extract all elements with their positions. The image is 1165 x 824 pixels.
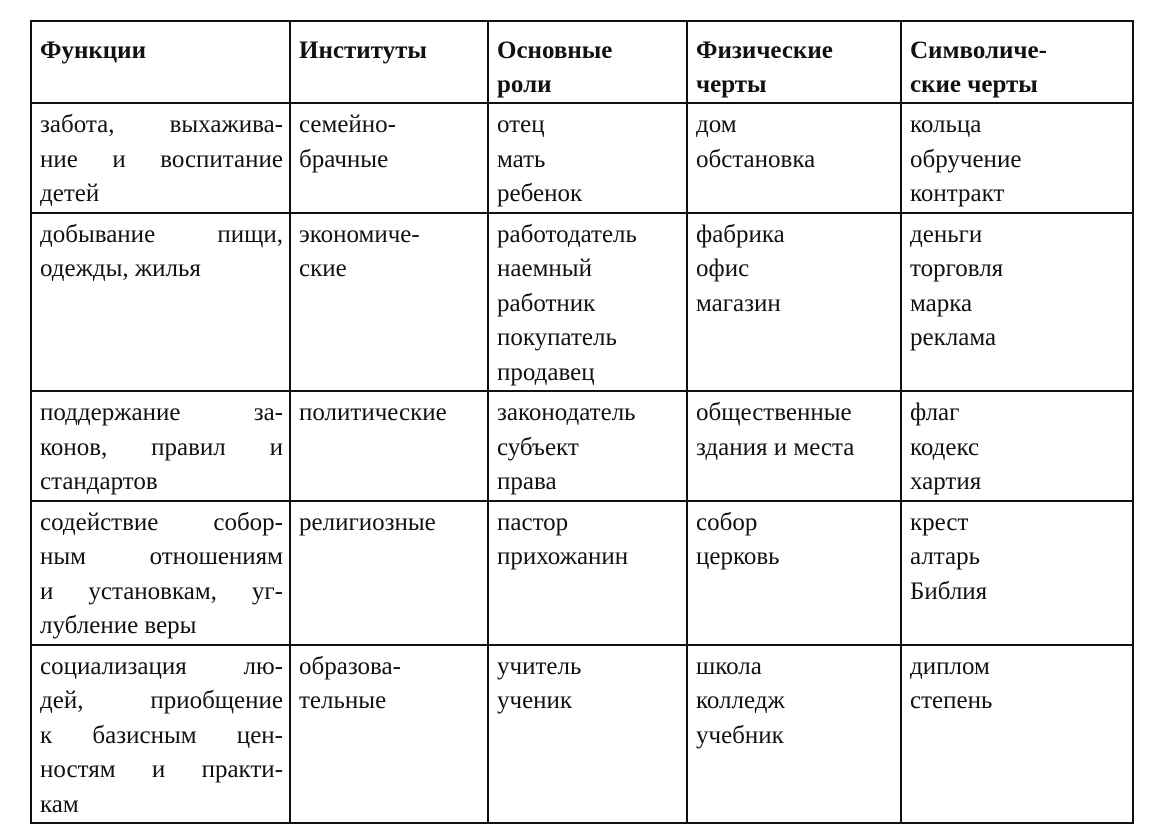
cell-line: Библия: [910, 577, 988, 605]
cell-line: конов, правил и: [40, 433, 283, 461]
cell-line: марка: [910, 289, 973, 317]
functions-cell: [31, 103, 290, 213]
functions-cell: [31, 391, 290, 501]
cell-line: забота, выхажива-: [40, 111, 283, 138]
cell-line: деньги: [910, 220, 983, 248]
table-row: [31, 391, 1133, 501]
physical-cell: [687, 391, 901, 501]
header-line: Символиче-: [910, 37, 1047, 64]
cell-line: реклама: [910, 324, 997, 351]
cell-line: наемный: [497, 255, 592, 282]
cell-line: и установкам, уг-: [40, 577, 283, 605]
header-functions: [31, 21, 290, 103]
cell-line: законодатель: [497, 399, 636, 426]
physical-cell: [687, 645, 901, 824]
header-roles: [488, 21, 687, 103]
cell-line: продавец: [497, 358, 595, 386]
roles-cell: [488, 103, 687, 213]
cell-line: права: [497, 468, 557, 495]
cell-line: одежды, жилья: [40, 255, 201, 282]
cell-line: ребенок: [497, 180, 583, 207]
cell-line: политические: [299, 399, 447, 426]
cell-line: прихожанин: [497, 543, 629, 570]
institutes-cell: [290, 103, 488, 213]
institutes-cell: [290, 501, 488, 645]
cell-line: колледж: [696, 687, 785, 714]
cell-line: пастор: [497, 508, 569, 536]
cell-line: учитель: [497, 652, 582, 680]
roles-cell: [488, 213, 687, 392]
header-line: роли: [497, 71, 552, 98]
cell-line: крест: [910, 508, 969, 536]
cell-line: работодатель: [497, 220, 637, 248]
table-header-row: [31, 21, 1133, 103]
roles-cell: [488, 645, 687, 824]
cell-line: ние и воспитание: [40, 145, 283, 173]
cell-line: школа: [696, 652, 762, 680]
header-physical: [687, 21, 901, 103]
institutions-table: [30, 20, 1134, 824]
table-row: [31, 501, 1133, 645]
physical-cell: [687, 213, 901, 392]
cell-line: поддержание за-: [40, 399, 283, 426]
cell-line: брачные: [299, 145, 389, 173]
institutes-cell: [290, 213, 488, 392]
cell-line: собор: [696, 508, 758, 536]
symbolic-cell: [901, 213, 1133, 392]
institutes-cell: [290, 645, 488, 824]
cell-line: дом: [696, 111, 737, 138]
table-row: [31, 645, 1133, 824]
cell-line: добывание пищи,: [40, 220, 283, 248]
cell-line: кодекс: [910, 433, 980, 461]
cell-line: общественные: [696, 399, 852, 426]
physical-cell: [687, 501, 901, 645]
cell-line: диплом: [910, 652, 990, 680]
cell-line: покупатель: [497, 324, 617, 351]
cell-line: к базисным цен-: [40, 721, 283, 749]
cell-line: учебник: [696, 721, 784, 749]
functions-cell: [31, 645, 290, 824]
cell-line: лубление веры: [40, 612, 197, 639]
cell-line: церковь: [696, 543, 780, 570]
functions-cell: [31, 213, 290, 392]
cell-line: кам: [40, 790, 79, 818]
cell-line: флаг: [910, 399, 960, 426]
header-line: ские черты: [910, 71, 1038, 98]
cell-line: магазин: [696, 289, 781, 317]
symbolic-cell: [901, 103, 1133, 213]
cell-line: алтарь: [910, 543, 981, 570]
cell-line: торговля: [910, 255, 1004, 282]
cell-line: социализация лю-: [40, 652, 283, 680]
cell-line: кольца: [910, 111, 982, 138]
cell-line: офис: [696, 255, 750, 282]
header-line: Институты: [299, 37, 427, 64]
symbolic-cell: [901, 645, 1133, 824]
symbolic-cell: [901, 501, 1133, 645]
roles-cell: [488, 391, 687, 501]
cell-line: ученик: [497, 687, 573, 714]
cell-line: стандартов: [40, 468, 158, 495]
table-row: [31, 213, 1133, 392]
cell-line: ские: [299, 255, 347, 282]
symbolic-cell: [901, 391, 1133, 501]
cell-line: содействие собор-: [40, 508, 283, 536]
cell-line: контракт: [910, 180, 1005, 207]
cell-line: отец: [497, 111, 545, 138]
header-institutes: [290, 21, 488, 103]
header-line: Функции: [40, 37, 146, 64]
header-line: Основные: [497, 37, 613, 64]
header-line: Физические: [696, 37, 833, 64]
cell-line: работник: [497, 289, 596, 317]
cell-line: экономиче-: [299, 220, 420, 248]
cell-line: мать: [497, 145, 546, 173]
institutions-table-container: [30, 20, 1132, 824]
cell-line: здания и места: [696, 433, 855, 461]
cell-line: религиозные: [299, 508, 436, 536]
physical-cell: [687, 103, 901, 213]
cell-line: тельные: [299, 687, 387, 714]
functions-cell: [31, 501, 290, 645]
cell-line: обручение: [910, 145, 1022, 173]
cell-line: степень: [910, 687, 993, 714]
cell-line: дей, приобщение: [40, 687, 283, 714]
cell-line: ностям и практи-: [40, 756, 283, 783]
header-symbolic: [901, 21, 1133, 103]
cell-line: детей: [40, 180, 100, 207]
cell-line: субъект: [497, 433, 579, 461]
table-row: [31, 103, 1133, 213]
cell-line: ным отношениям: [40, 543, 283, 570]
cell-line: обстановка: [696, 145, 816, 173]
cell-line: фабрика: [696, 220, 785, 248]
header-line: черты: [696, 71, 767, 98]
cell-line: семейно-: [299, 111, 396, 138]
cell-line: образова-: [299, 652, 401, 680]
cell-line: хартия: [910, 468, 982, 495]
roles-cell: [488, 501, 687, 645]
institutes-cell: [290, 391, 488, 501]
